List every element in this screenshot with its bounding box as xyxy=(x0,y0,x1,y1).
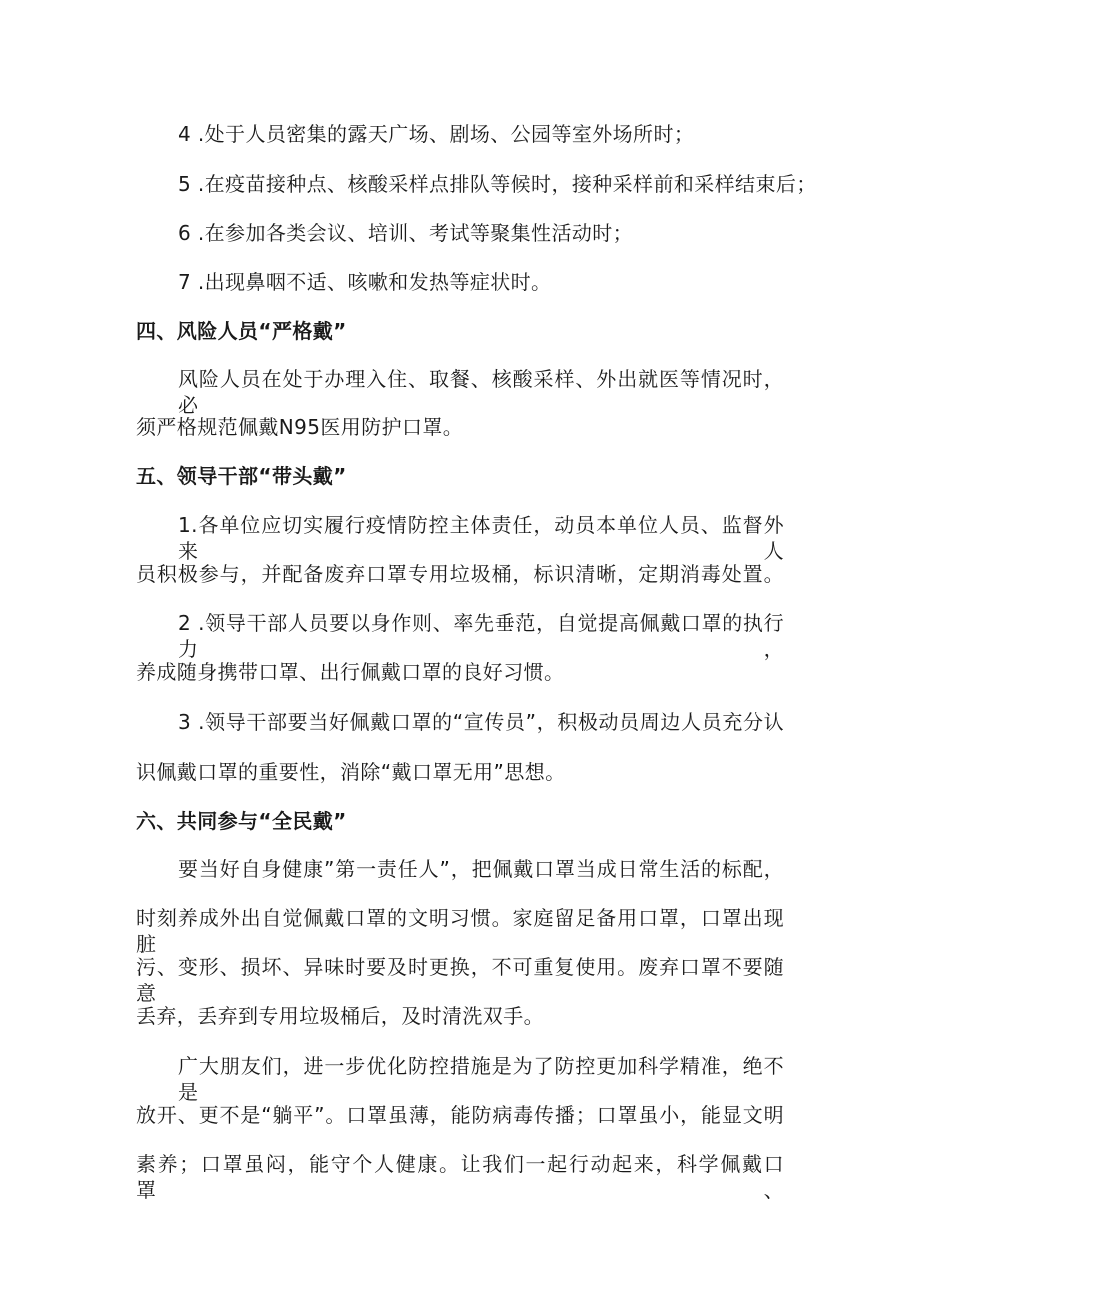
list-item-6: 6 .在参加各类会议、培训、考试等聚集性活动时； xyxy=(178,221,634,245)
section-5-heading: 五、领导干部“带头戴” xyxy=(136,464,347,488)
section-4-paragraph-line-2: 须严格规范佩戴N95医用防护口罩。 xyxy=(136,415,464,439)
list-item-4: 4 .处于人员密集的露天广场、剧场、公园等室外场所时； xyxy=(178,122,695,146)
section-5-item-2-line-2: 养成随身携带口罩、出行佩戴口罩的良好习惯。 xyxy=(136,660,565,684)
section-6-paragraph-1-line-2: 时刻养成外出自觉佩戴口罩的文明习惯。家庭留足备用口罩，口罩出现脏 xyxy=(136,906,784,956)
section-6-paragraph-1-line-3: 污、变形、损坏、异味时要及时更换，不可重复使用。废弃口罩不要随意 xyxy=(136,955,784,1005)
section-5-item-1-line-1: 1.各单位应切实履行疫情防控主体责任，动员本单位人员、监督外来人 xyxy=(178,513,784,563)
section-6-paragraph-1-line-4: 丢弃，丢弃到专用垃圾桶后，及时清洗双手。 xyxy=(136,1004,544,1028)
section-5-item-3-line-1: 3 .领导干部要当好佩戴口罩的“宣传员”，积极动员周边人员充分认 xyxy=(178,710,784,734)
section-5-item-3-line-2: 识佩戴口罩的重要性，消除“戴口罩无用”思想。 xyxy=(136,760,566,784)
section-5-item-2-line-1: 2 .领导干部人员要以身作则、率先垂范，自觉提高佩戴口罩的执行力， xyxy=(178,611,784,661)
section-6-paragraph-2-line-1: 广大朋友们，进一步优化防控措施是为了防控更加科学精准，绝不是 xyxy=(178,1054,784,1104)
section-4-paragraph-line-1: 风险人员在处于办理入住、取餐、核酸采样、外出就医等情况时，必 xyxy=(178,367,784,417)
list-item-5: 5 .在疫苗接种点、核酸采样点排队等候时，接种采样前和采样结束后； xyxy=(178,172,817,196)
section-6-paragraph-1-line-1: 要当好自身健康”第一责任人”，把佩戴口罩当成日常生活的标配， xyxy=(178,857,784,881)
section-6-paragraph-2-line-2: 放开、更不是“躺平”。口罩虽薄，能防病毒传播；口罩虽小，能显文明 xyxy=(136,1103,784,1127)
list-item-7: 7 .出现鼻咽不适、咳嗽和发热等症状时。 xyxy=(178,270,552,294)
section-6-paragraph-2-line-3: 素养；口罩虽闷，能守个人健康。让我们一起行动起来，科学佩戴口罩、 xyxy=(136,1152,784,1202)
section-4-heading: 四、风险人员“严格戴” xyxy=(136,319,347,343)
section-5-item-1-line-2: 员积极参与，并配备废弃口罩专用垃圾桶，标识清晰，定期消毒处置。 xyxy=(136,562,784,586)
section-6-heading: 六、共同参与“全民戴” xyxy=(136,809,347,833)
